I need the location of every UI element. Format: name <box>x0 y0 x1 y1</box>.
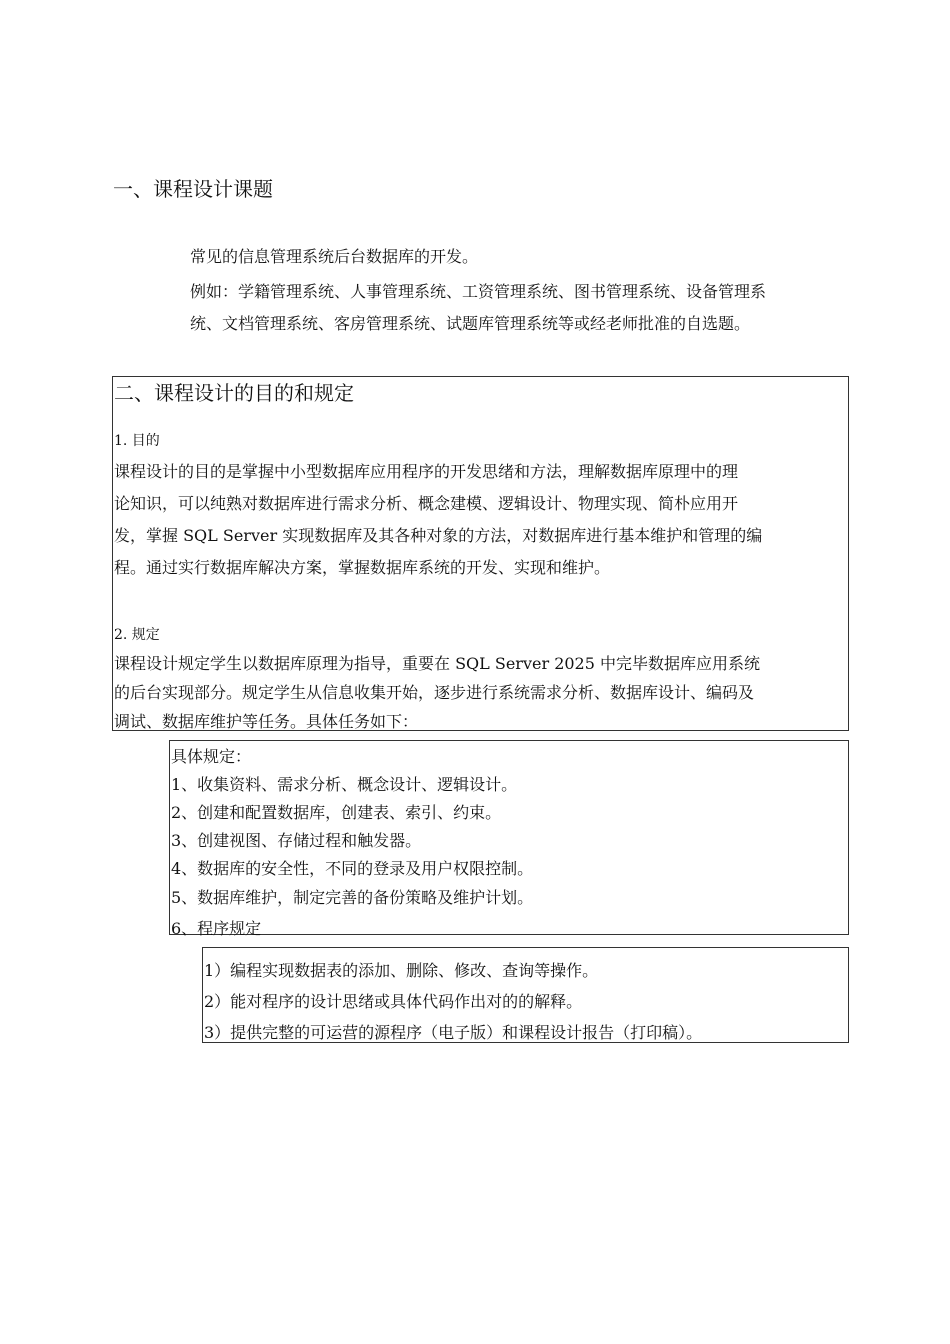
program-item-2: 2）能对程序的设计思绪或具体代码作出对的的解释。 <box>204 992 583 1011</box>
section2-box <box>112 376 849 731</box>
requirement-line-3: 调试、数据库维护等任务。具体任务如下： <box>114 712 419 731</box>
section2-heading: 二、课程设计的目的和规定 <box>114 381 354 405</box>
section1-line-3: 统、文档管理系统、客房管理系统、试题库管理系统等或经老师批准的自选题。 <box>190 314 751 333</box>
section1-heading: 一、课程设计课题 <box>113 177 273 201</box>
purpose-label: 1. 目的 <box>114 433 160 449</box>
requirement-label: 2. 规定 <box>114 627 160 643</box>
section1-line-1: 常见的信息管理系统后台数据库的开发。 <box>190 247 479 266</box>
requirement-line-2: 的后台实现部分。规定学生从信息收集开始，逐步进行系统需求分析、数据库设计、编码及 <box>114 683 755 702</box>
program-box <box>202 947 849 1043</box>
purpose-line-4: 程。通过实行数据库解决方案，掌握数据库系统的开发、实现和维护。 <box>114 558 611 577</box>
specifics-item-5: 5、数据库维护，制定完善的备份策略及维护计划。 <box>171 888 534 907</box>
purpose-line-1: 课程设计的目的是掌握中小型数据库应用程序的开发思绪和方法，理解数据库原理中的理 <box>114 462 739 481</box>
specifics-title: 具体规定： <box>171 747 252 766</box>
purpose-line-2: 论知识，可以纯熟对数据库进行需求分析、概念建模、逻辑设计、物理实现、简朴应用开 <box>114 494 739 513</box>
specifics-box <box>169 740 849 938</box>
specifics-item-6: 6、程序规定 <box>171 919 262 938</box>
specifics-item-1: 1、收集资料、需求分析、概念设计、逻辑设计。 <box>171 775 518 794</box>
section1-line-2: 例如：学籍管理系统、人事管理系统、工资管理系统、图书管理系统、设备管理系 <box>190 282 767 301</box>
program-item-3: 3）提供完整的可运营的源程序（电子版）和课程设计报告（打印稿）。 <box>204 1023 703 1042</box>
specifics-item-4: 4、数据库的安全性，不同的登录及用户权限控制。 <box>171 859 534 878</box>
program-item-1: 1）编程实现数据表的添加、删除、修改、查询等操作。 <box>204 961 599 980</box>
specifics-item-2: 2、创建和配置数据库，创建表、索引、约束。 <box>171 803 502 822</box>
requirement-line-1: 课程设计规定学生以数据库原理为指导，重要在 SQL Server 2025 中完毕数据库应用系统 <box>114 654 761 673</box>
purpose-line-3: 发，掌握 SQL Server 实现数据库及其各种对象的方法，对数据库进行基本维护和管理的编 <box>114 526 763 545</box>
specifics-item-3: 3、创建视图、存储过程和触发器。 <box>171 831 422 850</box>
